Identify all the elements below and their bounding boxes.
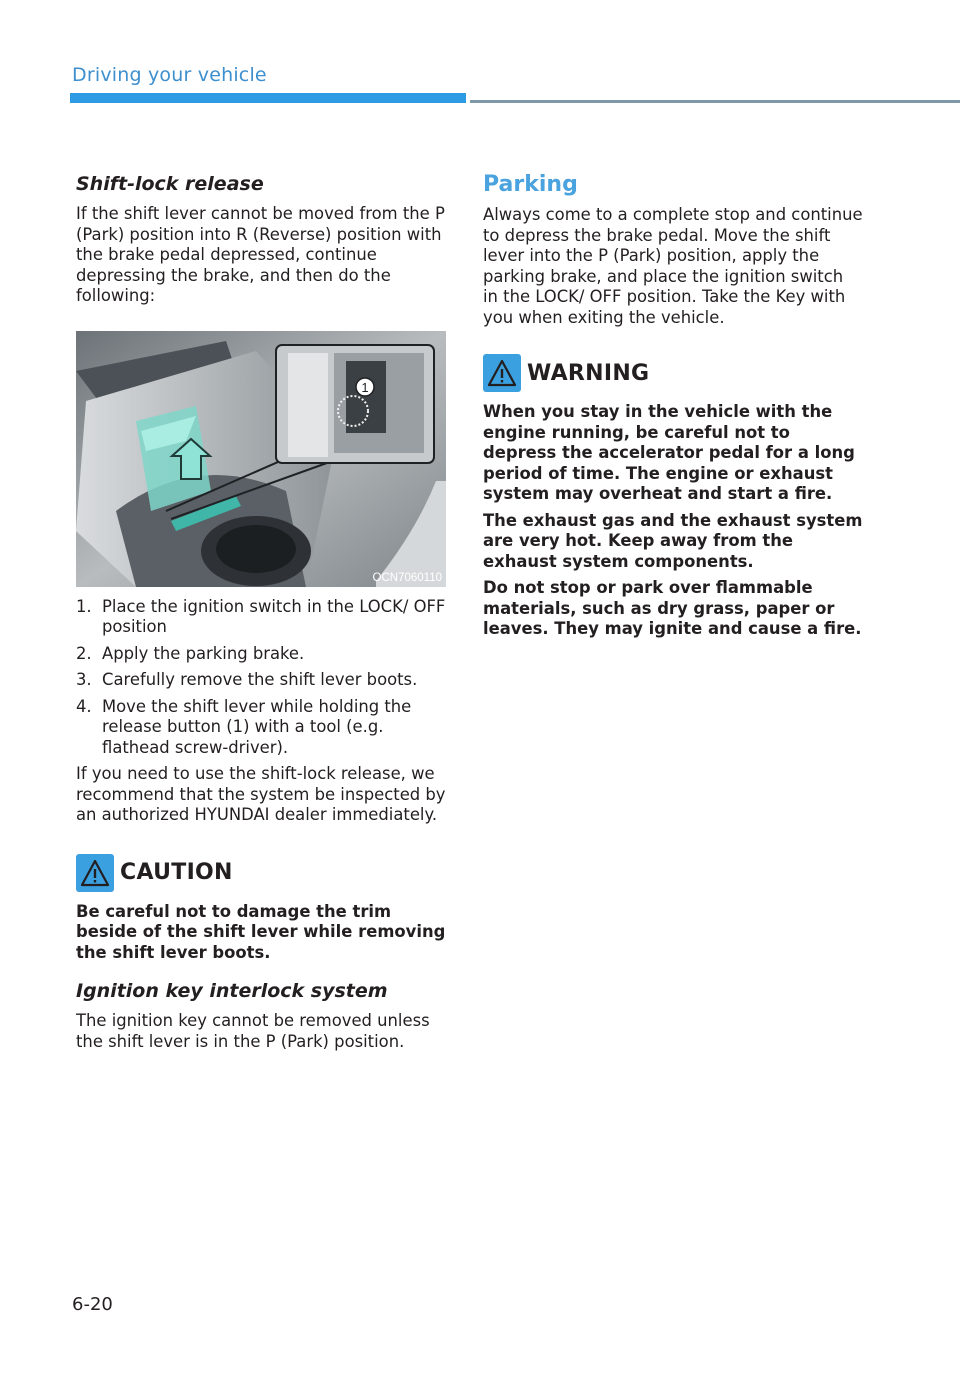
step-number: 1. [76, 596, 92, 616]
warning-triangle-icon [483, 354, 521, 392]
warning-header [483, 354, 863, 392]
shift-lock-heading: Shift-lock release [76, 173, 264, 195]
shift-lever-illustration [76, 331, 446, 587]
figure-code: OCN7060110 [372, 571, 442, 584]
step-text: Move the shift lever while holding the release button (1) with a tool (e.g. flathead screw-driver). [102, 696, 412, 757]
step-number: 2. [76, 643, 92, 663]
interlock-heading: Ignition key interlock system [76, 980, 388, 1002]
shift-lock-intro: If the shift lever cannot be moved from the P (Park) position into R (Reverse) position with the brake pedal depressed, continue depressing the brake, and then do the following: [76, 204, 445, 305]
page-number: 6-20 [72, 1294, 113, 1315]
header-rule-grey [470, 100, 960, 103]
parking-heading: Parking [483, 172, 578, 197]
section-title: Driving your vehicle [72, 64, 267, 86]
warning-text: Do not stop or park over flammable materials, such as dry grass, paper or leaves. They may ignite and cause a fire. [483, 578, 862, 638]
warning-label: WARNING [527, 360, 650, 386]
warning-text: When you stay in the vehicle with the engine running, be careful not to depress the accelerator pedal for a long period of time. The engine or exhaust system may overheat and start a fire. [483, 402, 855, 503]
warning-text: The exhaust gas and the exhaust system are very hot. Keep away from the exhaust system components. [483, 510, 863, 571]
caution-text: Be careful not to damage the trim beside of the shift lever while removing the shift lever boots. [76, 901, 446, 962]
shift-lock-followup: If you need to use the shift-lock release, we recommend that the system be inspected by an authorized HYUNDAI dealer immediately. [76, 764, 446, 824]
list-item [76, 644, 448, 665]
caution-triangle-icon [76, 854, 114, 892]
left-column [76, 172, 448, 1058]
steps-list [76, 597, 448, 759]
step-text: Apply the parking brake. [102, 643, 305, 663]
caution-header [76, 854, 448, 892]
parking-text: Always come to a complete stop and continue to depress the brake pedal. Move the shift lever into the P (Park) position, apply the parking brake, and place the ignition switch in the LOCK/ OFF position. Take the Key with you when exiting the vehicle. [483, 205, 863, 327]
step-text: Place the ignition switch in the LOCK/ OFF position [102, 596, 446, 636]
interlock-text: The ignition key cannot be removed unless the shift lever is in the P (Park) position. [76, 1011, 430, 1051]
callout-number: 1 [361, 379, 369, 395]
list-item [76, 597, 448, 638]
right-column [483, 172, 863, 646]
step-number: 4. [76, 696, 92, 716]
list-item [76, 670, 448, 691]
header-rule-blue [70, 93, 466, 103]
list-item [76, 697, 448, 759]
shift-lever-figure [76, 331, 446, 587]
step-text: Carefully remove the shift lever boots. [102, 670, 418, 689]
step-number: 3. [76, 670, 92, 689]
caution-label: CAUTION [120, 860, 233, 885]
